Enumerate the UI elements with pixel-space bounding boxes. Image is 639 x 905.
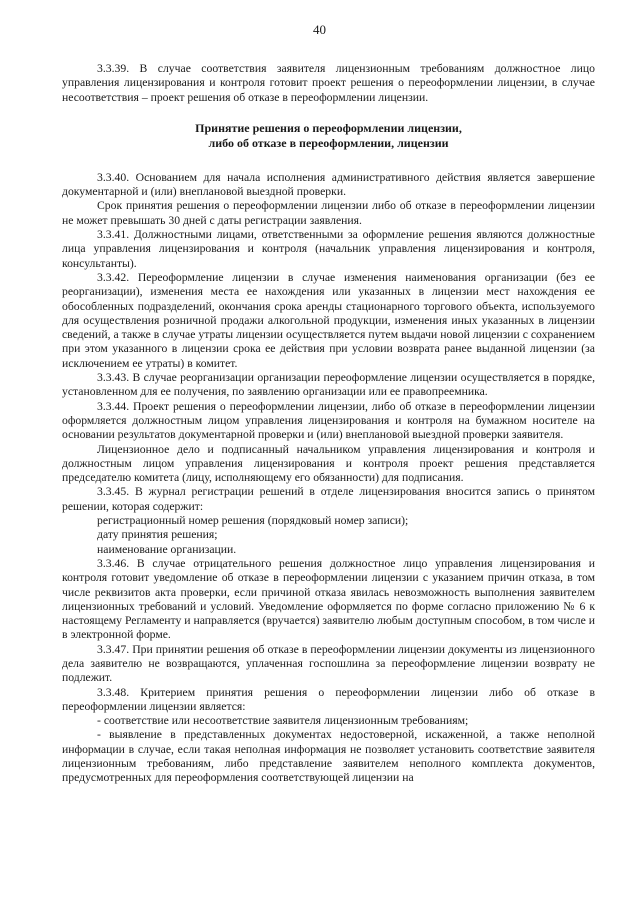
section-heading [62, 121, 595, 151]
section-heading-line-2: либо об отказе в переоформлении, лицензии [208, 135, 449, 150]
list-item-inaccurate-info: - выявление в представленных документах недостоверной, искаженной, а также неполной информации в случае, если такая неполная информация не позволяет установить соответствие заявителя лицензионным требованиям, либо представление заявителем неполного комплекта документов, предусмотренных для переоформления соответствующей лицензии на [62, 728, 595, 785]
list-item-organization-name: наименование организации. [97, 542, 237, 556]
paragraph-3-3-45: 3.3.45. В журнал регистрации решений в отделе лицензирования вносится запись о принятом решении, которая содержит: [62, 485, 595, 513]
paragraph-3-3-46: 3.3.46. В случае отрицательного решения должностное лицо управления лицензирования и контроля готовит уведомление об отказе в переоформлении лицензии с указанием причин отказа, в том числе реквизитов акта проверки, если причиной отказа явилась невозможность выполнения заявителем лицензионных требований и условий. Уведомление оформляется по форме согласно приложению № 6 к настоящему Регламенту и направляется (вручается) заявителю любым доступным способом, в том числе и в электронной форме. [62, 556, 595, 642]
paragraph-3-3-48: 3.3.48. Критерием принятия решения о переоформлении лицензии либо об отказе в переоформлении лицензии является: [62, 685, 595, 713]
paragraph-decision-term: Срок принятия решения о переоформлении лицензии либо об отказе в переоформлении лицензии не может превышать 30 дней с даты регистрации заявления. [62, 199, 595, 227]
page-number: 40 [313, 22, 326, 37]
paragraph-license-file: Лицензионное дело и подписанный начальником управления лицензирования и контроля и должностным лицом управления лицензирования и контроля проект решения представляется председателю комитета (лицу, исполняющему его обязанности) для подписания. [62, 442, 595, 485]
document-body [62, 62, 595, 786]
paragraph-3-3-41: 3.3.41. Должностными лицами, ответственными за оформление решения являются должностные лица управления лицензирования и контроля (начальник управления лицензирования и контроля, консультанты). [62, 228, 595, 270]
paragraph-3-3-40: 3.3.40. Основанием для начала исполнения административного действия является завершение документарной и (или) внеплановой выездной проверки. [62, 170, 595, 199]
list-item-registration-number: регистрационный номер решения (порядковый номер записи); [97, 514, 409, 528]
list-item-decision-date: дату принятия решения; [97, 528, 218, 542]
list-item-compliance: - соответствие или несоответствие заявителя лицензионным требованиям; [97, 714, 469, 728]
paragraph-3-3-42: 3.3.42. Переоформление лицензии в случае изменения наименования организации (без ее реорганизации), изменения места ее нахождения или указанных в лицензии мест нахождения ее обособленных подразделений, окончания срока аренды стационарного торгового объекта, используемого для осуществления розничной продажи алкогольной продукции, изменения иных указанных в лицензии сведений, а также в случае утраты лицензии осуществляется путем выдачи новой лицензии с сохранением при этом указанного в лицензии срока ее действия при условии возврата ранее выданной лицензии (за исключением ее утраты) в комитет. [62, 270, 595, 370]
paragraph-3-3-43: 3.3.43. В случае реорганизации организации переоформление лицензии осуществляется в порядке, установленном для ее получения, по заявлению организации или ее правопреемника. [62, 371, 595, 399]
section-heading-line-1: Принятие решения о переоформлении лицензии, [195, 120, 462, 135]
paragraph-3-3-39: 3.3.39. В случае соответствия заявителя лицензионным требованиям должностное лицо управления лицензирования и контроля готовит проект решения о переоформлении лицензии, в случае несоответствия – проект решения об отказе в переоформлении лицензии. [62, 62, 595, 104]
paragraph-3-3-47: 3.3.47. При принятии решения об отказе в переоформлении лицензии документы из лицензионного дела заявителю не возвращаются, уплаченная госпошлина за переоформление лицензии возврату не подлежит. [62, 642, 595, 685]
paragraph-3-3-44: 3.3.44. Проект решения о переоформлении лицензии, либо об отказе в переоформлении лицензии оформляется должностным лицом управления лицензирования и контроля на бумажном носителе на основании результатов документарной проверки и (или) внеплановой выездной проверки заявителя. [62, 399, 595, 442]
